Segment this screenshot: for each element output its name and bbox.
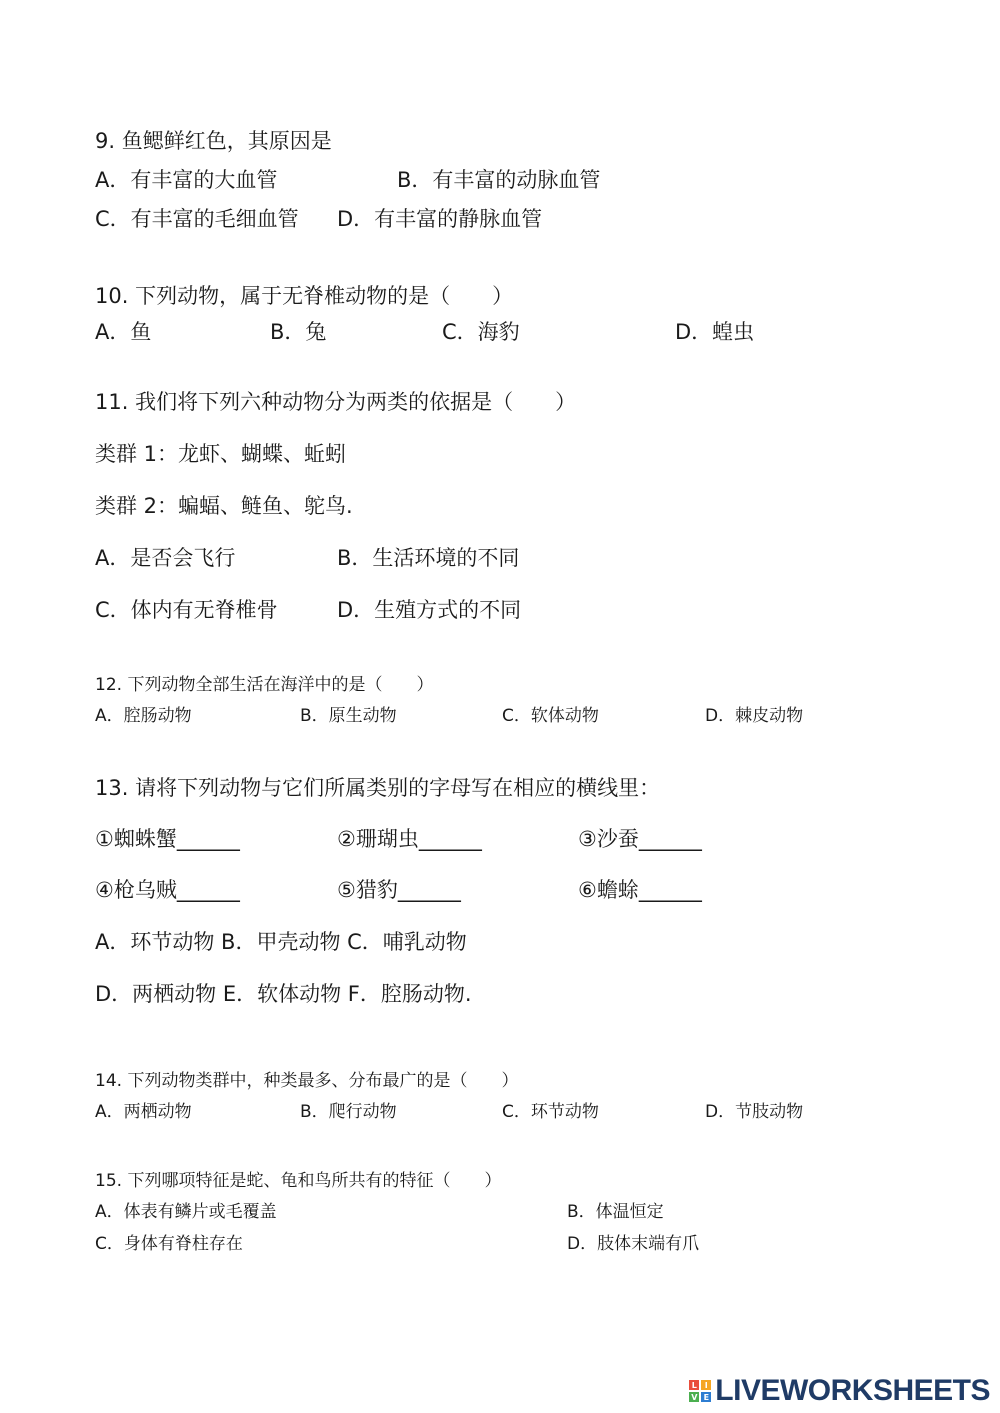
logo-tiles-icon bbox=[689, 1380, 711, 1402]
q13-item-2[interactable]: ②珊瑚虫______ bbox=[337, 827, 482, 851]
logo-tile-e: E bbox=[701, 1392, 711, 1402]
q12-option-c: C．软体动物 bbox=[502, 706, 599, 726]
q12-option-b: B．原生动物 bbox=[300, 706, 397, 726]
q9-stem: 9. 鱼鳃鲜红色，其原因是 bbox=[95, 129, 332, 153]
q10-option-c: C．海豹 bbox=[442, 320, 520, 344]
q10-option-b: B．兔 bbox=[270, 320, 327, 344]
q13-item-3[interactable]: ③沙蚕______ bbox=[578, 827, 702, 851]
q11-stem: 11. 我们将下列六种动物分为两类的依据是（ ） bbox=[95, 390, 577, 414]
q15-option-d: D．肢体末端有爪 bbox=[567, 1234, 700, 1254]
q9-option-a: A．有丰富的大血管 bbox=[95, 168, 278, 192]
q9-option-b: B．有丰富的动脉血管 bbox=[397, 168, 601, 192]
q14-option-b: B．爬行动物 bbox=[300, 1102, 397, 1122]
q14-stem: 14. 下列动物类群中，种类最多、分布最广的是（ ） bbox=[95, 1071, 519, 1091]
q11-group-2: 类群 2：蝙蝠、鲢鱼、鸵鸟. bbox=[95, 494, 353, 518]
q13-categories-row-2: D．两栖动物 E．软体动物 F．腔肠动物. bbox=[95, 982, 472, 1006]
q14-option-a: A．两栖动物 bbox=[95, 1102, 192, 1122]
q9-option-d: D．有丰富的静脉血管 bbox=[337, 207, 543, 231]
q11-group-1: 类群 1：龙虾、蝴蝶、蚯蚓 bbox=[95, 442, 347, 466]
q10-option-a: A．鱼 bbox=[95, 320, 152, 344]
liveworksheets-logo[interactable] bbox=[689, 1376, 990, 1406]
q14-option-d: D．节肢动物 bbox=[705, 1102, 804, 1122]
q12-stem: 12. 下列动物全部生活在海洋中的是（ ） bbox=[95, 675, 434, 695]
q12-option-d: D．棘皮动物 bbox=[705, 706, 804, 726]
logo-tile-v: V bbox=[691, 1392, 698, 1402]
q14-option-c: C．环节动物 bbox=[502, 1102, 599, 1122]
q13-item-6[interactable]: ⑥蟾蜍______ bbox=[578, 878, 702, 902]
q13-item-5[interactable]: ⑤猎豹______ bbox=[337, 878, 461, 902]
q9-option-c: C．有丰富的毛细血管 bbox=[95, 207, 299, 231]
q13-item-1[interactable]: ①蜘蛛蟹______ bbox=[95, 827, 240, 851]
q13-item-4[interactable]: ④枪乌贼______ bbox=[95, 878, 240, 902]
q13-stem: 13. 请将下列动物与它们所属类别的字母写在相应的横线里： bbox=[95, 776, 661, 800]
q13-categories-row-1: A．环节动物 B．甲壳动物 C．哺乳动物 bbox=[95, 930, 467, 954]
q10-option-d: D．蝗虫 bbox=[675, 320, 755, 344]
q15-option-a: A．体表有鳞片或毛覆盖 bbox=[95, 1202, 277, 1222]
q11-option-c: C．体内有无脊椎骨 bbox=[95, 598, 278, 622]
q15-stem: 15. 下列哪项特征是蛇、龟和鸟所共有的特征（ ） bbox=[95, 1171, 502, 1191]
q15-option-c: C．身体有脊柱存在 bbox=[95, 1234, 243, 1254]
q12-option-a: A．腔肠动物 bbox=[95, 706, 192, 726]
logo-wordmark: LIVEWORKSHEETS bbox=[715, 1374, 990, 1407]
logo-tile-l: L bbox=[689, 1380, 699, 1390]
logo-tile-i: I bbox=[701, 1380, 711, 1390]
q11-option-d: D．生殖方式的不同 bbox=[337, 598, 522, 622]
q11-option-a: A．是否会飞行 bbox=[95, 546, 236, 570]
q10-stem: 10. 下列动物，属于无脊椎动物的是（ ） bbox=[95, 284, 514, 308]
q11-option-b: B．生活环境的不同 bbox=[337, 546, 520, 570]
q15-option-b: B．体温恒定 bbox=[567, 1202, 664, 1222]
